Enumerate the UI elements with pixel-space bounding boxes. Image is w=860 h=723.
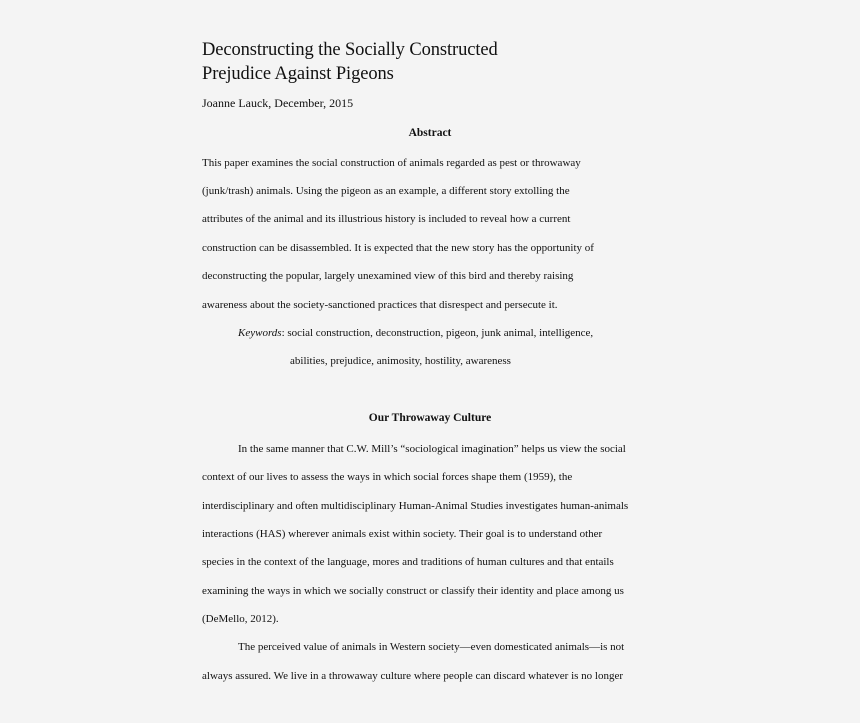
paragraph-line: always assured. We live in a throwaway culture where people can discard whatever is no longer (202, 670, 624, 682)
title-line-1: Deconstructing the Socially Constructed (202, 40, 498, 60)
keywords-line (238, 327, 593, 339)
section-heading: Our Throwaway Culture (368, 412, 492, 424)
abstract-heading: Abstract (408, 127, 452, 139)
keywords-text: : social construction, deconstruction, pigeon, junk animal, intelligence, (281, 327, 594, 339)
paragraph-line: interactions (HAS) wherever animals exist within society. Their goal is to understand other (202, 528, 603, 540)
document-title (202, 38, 498, 86)
paragraph-line: interdisciplinary and often multidisciplinary Human-Animal Studies investigates human-animals (202, 500, 629, 512)
paragraph-line: (DeMello, 2012). (202, 613, 279, 625)
abstract-line: deconstructing the popular, largely unexamined view of this bird and thereby raising (202, 270, 574, 282)
paragraph-line: In the same manner that C.W. Mill’s “sociological imagination” helps us view the social (238, 443, 626, 455)
paragraph-line: The perceived value of animals in Western society—even domesticated animals—is not (238, 641, 625, 653)
paragraph-line: examining the ways in which we socially construct or classify their identity and place among us (202, 585, 624, 597)
author-date: Joanne Lauck, December, 2015 (202, 96, 354, 110)
keywords-line-2: abilities, prejudice, animosity, hostility, awareness (290, 355, 511, 367)
abstract-line: awareness about the society-sanctioned practices that disrespect and persecute it. (202, 299, 558, 311)
keywords-label: Keywords (238, 327, 282, 339)
title-line-2: Prejudice Against Pigeons (202, 64, 394, 84)
paragraph-line: context of our lives to assess the ways in which social forces shape them (1959), the (202, 471, 573, 483)
abstract-line: (junk/trash) animals. Using the pigeon as an example, a different story extolling the (202, 185, 570, 197)
paragraph-line: species in the context of the language, mores and traditions of human cultures and that entails (202, 556, 614, 568)
abstract-line: attributes of the animal and its illustrious history is included to reveal how a current (202, 213, 571, 225)
abstract-line: This paper examines the social construction of animals regarded as pest or throwaway (202, 157, 581, 169)
abstract-line: construction can be disassembled. It is expected that the new story has the opportunity of (202, 242, 594, 254)
